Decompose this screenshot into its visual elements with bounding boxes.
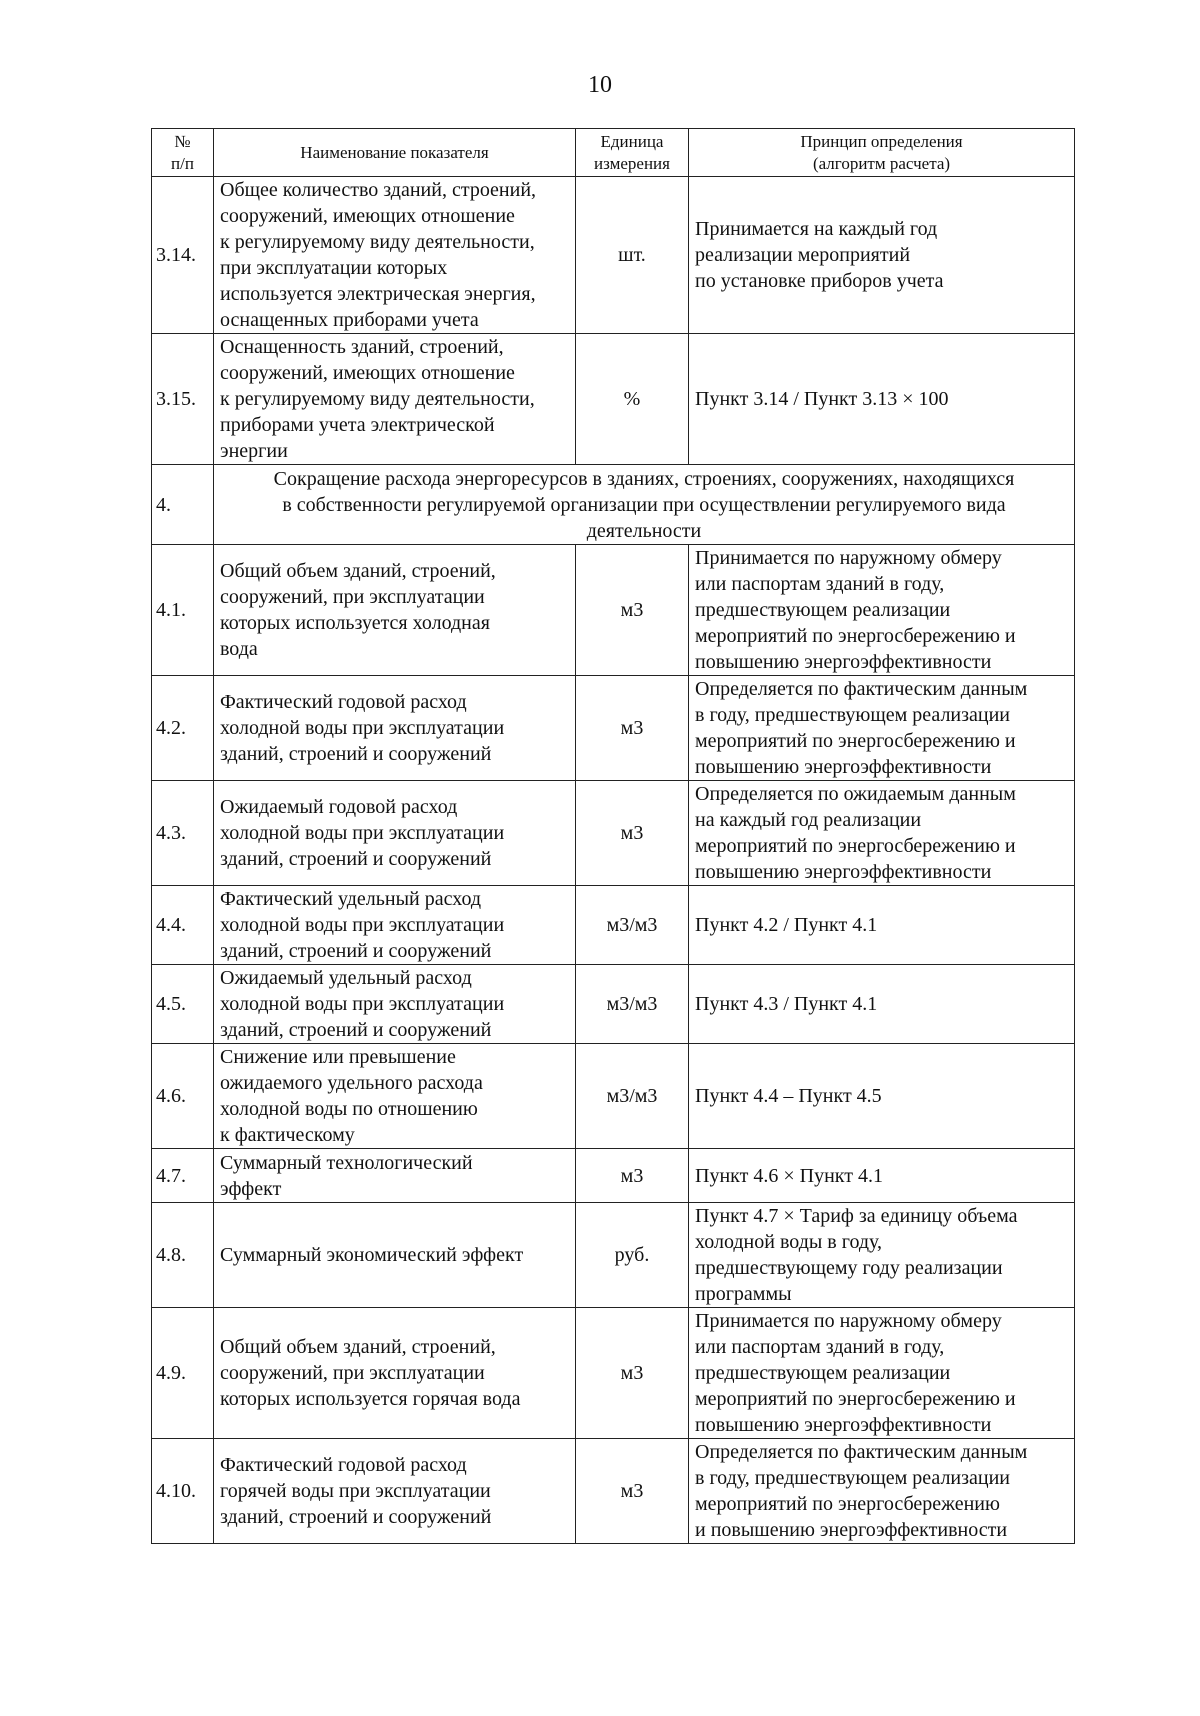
table-row [152,1308,1075,1439]
section-row [152,465,1075,545]
header-name: Наименование показателя [214,129,576,177]
row-num: 4.2. [152,676,214,781]
row-num: 4.8. [152,1203,214,1308]
row-name: Фактический годовой расход горячей воды при эксплуатации зданий, строений и сооружений [214,1439,576,1544]
row-principle: Пункт 3.14 / Пункт 3.13 × 100 [689,334,1075,465]
row-name: Общий объем зданий, строений, сооружений, при эксплуатации которых используется холодная вода [214,545,576,676]
row-principle: Принимается по наружному обмеру или паспортам зданий в году, предшествующем реализации мероприятий по энергосбережению и повышению энергоэффективности [689,545,1075,676]
row-principle: Принимается на каждый год реализации мероприятий по установке приборов учета [689,177,1075,334]
row-principle: Пункт 4.7 × Тариф за единицу объема холодной воды в году, предшествующему году реализации программы [689,1203,1075,1308]
row-num: 4.5. [152,965,214,1044]
row-num: 4.3. [152,781,214,886]
section-title: Сокращение расхода энергоресурсов в зданиях, строениях, сооружениях, находящихся в собственности регулируемой организации при осуществлении регулируемого вида деятельности [214,465,1075,545]
table-row [152,965,1075,1044]
row-principle: Определяется по фактическим данным в году, предшествующем реализации мероприятий по энергосбережению и повышению энергоэффективности [689,676,1075,781]
table-row [152,886,1075,965]
row-unit: % [576,334,689,465]
table-row [152,177,1075,334]
row-name: Фактический удельный расход холодной воды при эксплуатации зданий, строений и сооружений [214,886,576,965]
row-name: Снижение или превышение ожидаемого удельного расхода холодной воды по отношению к фактическому [214,1044,576,1149]
row-principle: Пункт 4.4 – Пункт 4.5 [689,1044,1075,1149]
table-row [152,1044,1075,1149]
row-unit: м3 [576,1149,689,1203]
table-row [152,334,1075,465]
row-num: 4.4. [152,886,214,965]
row-name: Суммарный технологический эффект [214,1149,576,1203]
table-row [152,545,1075,676]
row-name: Общее количество зданий, строений, сооружений, имеющих отношение к регулируемому виду деятельности, при эксплуатации которых используется электрическая энергия, оснащенных приборами учета [214,177,576,334]
row-unit: шт. [576,177,689,334]
row-name: Ожидаемый годовой расход холодной воды при эксплуатации зданий, строений и сооружений [214,781,576,886]
row-num: 3.14. [152,177,214,334]
table-row [152,1203,1075,1308]
row-principle: Определяется по ожидаемым данным на каждый год реализации мероприятий по энергосбережению и повышению энергоэффективности [689,781,1075,886]
row-num: 4.1. [152,545,214,676]
row-principle: Пункт 4.2 / Пункт 4.1 [689,886,1075,965]
header-num: № п/п [152,129,214,177]
row-principle: Пункт 4.6 × Пункт 4.1 [689,1149,1075,1203]
row-unit: руб. [576,1203,689,1308]
row-unit: м3 [576,1439,689,1544]
row-num: 4.7. [152,1149,214,1203]
row-unit: м3/м3 [576,1044,689,1149]
section-num: 4. [152,465,214,545]
table-header-row [152,129,1075,177]
row-num: 3.15. [152,334,214,465]
table-row [152,1149,1075,1203]
row-principle: Пункт 4.3 / Пункт 4.1 [689,965,1075,1044]
row-name: Общий объем зданий, строений, сооружений, при эксплуатации которых используется горячая вода [214,1308,576,1439]
page-number: 10 [588,72,612,98]
table-row [152,676,1075,781]
row-name: Фактический годовой расход холодной воды при эксплуатации зданий, строений и сооружений [214,676,576,781]
row-unit: м3 [576,1308,689,1439]
row-unit: м3 [576,676,689,781]
row-principle: Определяется по фактическим данным в году, предшествующем реализации мероприятий по энергосбережению и повышению энергоэффективности [689,1439,1075,1544]
indicators-table [151,128,1075,1544]
row-name: Оснащенность зданий, строений, сооружений, имеющих отношение к регулируемому виду деятельности, приборами учета электрической энергии [214,334,576,465]
table-row [152,781,1075,886]
row-name: Суммарный экономический эффект [214,1203,576,1308]
header-unit: Единица измерения [576,129,689,177]
row-unit: м3 [576,545,689,676]
row-unit: м3/м3 [576,886,689,965]
row-num: 4.9. [152,1308,214,1439]
row-name: Ожидаемый удельный расход холодной воды при эксплуатации зданий, строений и сооружений [214,965,576,1044]
row-num: 4.6. [152,1044,214,1149]
row-unit: м3/м3 [576,965,689,1044]
row-principle: Принимается по наружному обмеру или паспортам зданий в году, предшествующем реализации мероприятий по энергосбережению и повышению энергоэффективности [689,1308,1075,1439]
header-principle: Принцип определения (алгоритм расчета) [689,129,1075,177]
row-unit: м3 [576,781,689,886]
table-row [152,1439,1075,1544]
row-num: 4.10. [152,1439,214,1544]
